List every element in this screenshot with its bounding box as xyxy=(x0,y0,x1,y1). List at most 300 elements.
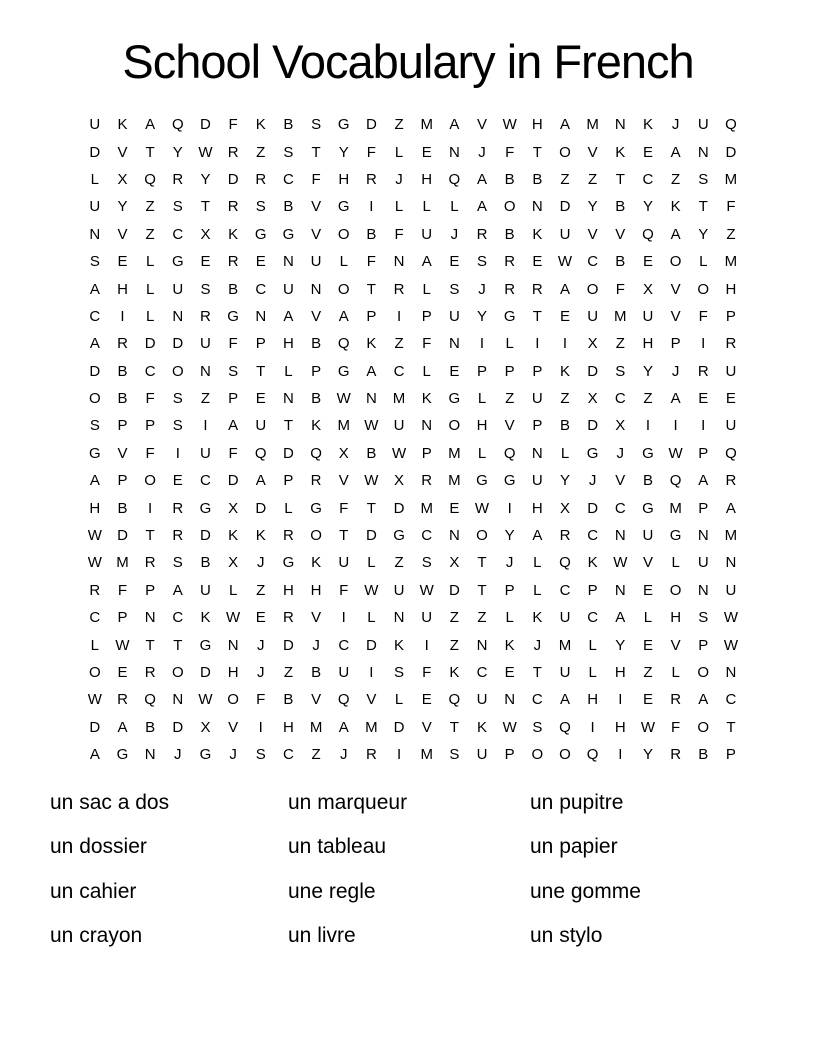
grid-letter-r8c19: U xyxy=(587,307,599,325)
grid-letter-r20c4: T xyxy=(173,636,183,654)
grid-letter-r16c5: D xyxy=(200,527,211,545)
grid-letter-r18c4: A xyxy=(172,581,183,599)
grid-letter-r10c16: P xyxy=(504,362,515,380)
grid-letter-r11c22: A xyxy=(670,390,681,408)
grid-letter-r1c8: B xyxy=(283,116,294,134)
grid-letter-r12c6: A xyxy=(228,417,239,435)
grid-letter-r22c14: Q xyxy=(448,691,461,709)
grid-letter-r4c2: Y xyxy=(117,198,128,216)
grid-letter-r20c8: D xyxy=(283,636,294,654)
grid-letter-r3c14: Q xyxy=(448,170,461,188)
word-list-column-1 xyxy=(50,781,288,958)
grid-letter-r11c1: O xyxy=(88,390,101,408)
grid-letter-r6c10: L xyxy=(339,253,348,271)
grid-letter-r14c23: A xyxy=(698,472,709,490)
grid-letter-r6c23: L xyxy=(699,253,708,271)
grid-letter-r6c14: E xyxy=(449,253,460,271)
grid-letter-r21c22: L xyxy=(671,664,680,681)
grid-letter-r23c8: H xyxy=(283,718,294,736)
grid-letter-r15c19: D xyxy=(587,499,599,517)
grid-letter-r14c20: V xyxy=(615,472,626,490)
grid-letter-r14c21: B xyxy=(642,472,653,490)
grid-letter-r19c12: N xyxy=(393,609,405,627)
grid-letter-r4c11: I xyxy=(369,198,374,216)
grid-letter-r4c22: K xyxy=(670,198,681,216)
grid-letter-r17c6: X xyxy=(228,554,239,572)
grid-letter-r18c20: N xyxy=(614,581,626,599)
grid-letter-r21c8: Z xyxy=(283,664,293,681)
grid-letter-r10c21: Y xyxy=(642,362,653,380)
grid-letter-r3c23: S xyxy=(698,170,709,188)
grid-letter-r8c14: U xyxy=(448,307,460,325)
grid-letter-r11c8: N xyxy=(283,390,294,408)
grid-letter-r24c16: P xyxy=(504,746,515,764)
grid-letter-r21c13: F xyxy=(422,664,432,681)
grid-letter-r7c17: R xyxy=(531,280,543,298)
grid-letter-r18c8: H xyxy=(283,581,294,599)
grid-letter-r15c7: D xyxy=(255,499,267,517)
grid-letter-r24c12: I xyxy=(396,746,402,764)
grid-letter-r10c5: N xyxy=(200,362,211,380)
grid-letter-r1c9: S xyxy=(311,116,322,134)
grid-letter-r8c12: I xyxy=(396,307,402,325)
grid-letter-r23c5: X xyxy=(200,718,211,736)
grid-letter-r9c16: L xyxy=(505,335,514,353)
grid-letter-r16c12: G xyxy=(393,527,405,545)
grid-letter-r1c4: Q xyxy=(171,116,184,134)
grid-letter-r9c22: P xyxy=(670,335,681,353)
grid-letter-r10c11: A xyxy=(366,362,377,380)
grid-letter-r2c16: F xyxy=(505,143,515,161)
grid-letter-r8c10: A xyxy=(338,307,349,325)
grid-letter-r4c13: L xyxy=(422,198,431,216)
grid-letter-r24c7: S xyxy=(255,746,266,764)
grid-letter-r20c23: P xyxy=(698,636,709,654)
grid-letter-r9c20: Z xyxy=(615,335,625,353)
grid-letter-r11c10: W xyxy=(336,390,351,408)
grid-letter-r17c5: B xyxy=(200,554,211,572)
grid-letter-r17c19: K xyxy=(587,554,598,572)
grid-letter-r4c1: U xyxy=(89,198,101,216)
grid-letter-r17c8: G xyxy=(282,554,295,572)
grid-letter-r13c17: N xyxy=(531,444,543,462)
grid-letter-r5c22: A xyxy=(670,225,681,243)
grid-letter-r13c11: B xyxy=(366,444,377,462)
grid-letter-r21c15: C xyxy=(476,664,488,681)
grid-letter-r2c20: K xyxy=(615,143,626,161)
grid-letter-r24c19: Q xyxy=(586,746,599,764)
grid-letter-r16c1: W xyxy=(87,527,102,545)
grid-letter-r2c23: N xyxy=(697,143,709,161)
grid-letter-r13c21: G xyxy=(642,444,654,462)
grid-letter-r16c18: R xyxy=(559,527,571,545)
grid-letter-r11c20: C xyxy=(614,390,626,408)
grid-letter-r8c7: N xyxy=(255,307,267,325)
grid-letter-r7c7: C xyxy=(255,280,267,298)
grid-letter-r7c20: F xyxy=(615,280,625,298)
grid-letter-r21c6: H xyxy=(227,664,239,681)
grid-letter-r22c2: R xyxy=(117,691,128,709)
grid-letter-r14c16: G xyxy=(503,472,516,490)
grid-letter-r6c12: N xyxy=(393,253,405,271)
grid-letter-r22c16: N xyxy=(504,691,516,709)
grid-letter-r24c3: N xyxy=(144,746,156,764)
grid-letter-r17c20: W xyxy=(613,554,628,572)
grid-letter-r3c1: L xyxy=(90,170,99,188)
grid-letter-r7c6: B xyxy=(228,280,239,298)
grid-letter-r15c1: H xyxy=(89,499,101,517)
grid-letter-r20c2: W xyxy=(115,636,130,654)
grid-letter-r19c22: H xyxy=(670,609,682,627)
grid-letter-r19c10: I xyxy=(341,609,346,627)
grid-letter-r6c9: U xyxy=(310,253,322,271)
grid-letter-r6c22: O xyxy=(669,253,682,271)
grid-letter-r10c24: U xyxy=(725,362,737,380)
grid-letter-r16c13: C xyxy=(421,527,433,545)
grid-letter-r20c21: E xyxy=(642,636,653,654)
grid-letter-r15c13: M xyxy=(420,499,433,517)
grid-letter-r7c14: S xyxy=(449,280,460,298)
grid-letter-r2c13: E xyxy=(421,143,432,161)
grid-letter-r13c5: U xyxy=(200,444,211,462)
grid-letter-r20c20: Y xyxy=(615,636,626,654)
grid-letter-r13c16: Q xyxy=(503,444,516,462)
grid-letter-r22c12: L xyxy=(394,691,404,709)
grid-letter-r23c21: W xyxy=(640,718,656,736)
grid-letter-r4c10: G xyxy=(337,198,350,216)
grid-letter-r23c4: D xyxy=(172,718,184,736)
grid-letter-r22c11: V xyxy=(366,691,377,709)
grid-letter-r10c15: P xyxy=(477,362,488,380)
grid-letter-r13c19: G xyxy=(586,444,599,462)
grid-letter-r12c1: S xyxy=(89,417,100,435)
grid-letter-r11c16: Z xyxy=(505,390,515,408)
grid-letter-r4c7: S xyxy=(255,198,266,216)
grid-letter-r17c22: L xyxy=(671,554,680,572)
grid-letter-r22c4: N xyxy=(172,691,184,709)
grid-letter-r11c6: P xyxy=(228,390,239,408)
grid-letter-r12c17: P xyxy=(532,417,543,435)
word-item: un stylo xyxy=(530,924,603,948)
word-item: un cahier xyxy=(50,879,137,903)
grid-letter-r15c4: R xyxy=(172,499,184,517)
grid-letter-r16c11: D xyxy=(365,527,377,545)
grid-letter-r19c14: Z xyxy=(449,609,459,627)
grid-letter-r16c20: N xyxy=(614,527,626,545)
grid-letter-r7c16: R xyxy=(504,280,516,298)
grid-letter-r12c21: I xyxy=(645,417,651,435)
grid-letter-r2c19: V xyxy=(587,143,598,161)
grid-letter-r3c15: A xyxy=(477,170,488,188)
grid-letter-r15c16: I xyxy=(507,499,512,517)
grid-letter-r1c7: K xyxy=(255,116,266,134)
grid-letter-r19c1: C xyxy=(89,609,101,627)
grid-letter-r6c16: R xyxy=(504,253,516,271)
grid-letter-r17c18: Q xyxy=(559,554,571,572)
grid-letter-r8c15: Y xyxy=(477,307,488,325)
grid-letter-r23c11: M xyxy=(365,718,378,736)
grid-letter-r7c24: H xyxy=(725,280,737,298)
grid-letter-r16c6: K xyxy=(228,527,239,545)
grid-letter-r7c22: V xyxy=(670,280,681,298)
grid-letter-r16c8: R xyxy=(283,527,294,545)
grid-letter-r17c11: L xyxy=(367,554,376,572)
grid-letter-r1c11: D xyxy=(365,116,377,134)
grid-letter-r8c9: V xyxy=(311,307,322,325)
grid-letter-r5c16: B xyxy=(504,225,515,243)
grid-letter-r4c9: V xyxy=(311,198,322,216)
grid-letter-r24c9: Z xyxy=(311,746,321,764)
grid-letter-r7c4: U xyxy=(172,280,184,298)
grid-letter-r14c13: R xyxy=(421,472,433,490)
grid-letter-r12c3: P xyxy=(145,417,156,435)
grid-letter-r9c24: R xyxy=(725,335,737,353)
word-list xyxy=(50,781,766,958)
grid-letter-r3c18: Z xyxy=(560,170,570,188)
grid-letter-r2c17: T xyxy=(532,143,542,161)
grid-letter-r9c17: I xyxy=(535,335,540,353)
grid-letter-r11c14: G xyxy=(448,390,461,408)
grid-letter-r11c5: Z xyxy=(200,390,211,408)
grid-letter-r14c5: C xyxy=(200,472,211,490)
grid-letter-r6c13: A xyxy=(421,253,432,271)
grid-letter-r17c24: N xyxy=(725,554,737,572)
grid-letter-r24c21: Y xyxy=(642,746,653,764)
grid-letter-r21c23: O xyxy=(697,664,710,681)
grid-letter-r19c17: K xyxy=(532,609,543,627)
grid-letter-r3c24: M xyxy=(724,170,738,188)
grid-letter-r24c17: O xyxy=(531,746,544,764)
grid-letter-r23c20: H xyxy=(614,718,626,736)
grid-letter-r17c21: V xyxy=(642,554,653,572)
grid-letter-r20c18: M xyxy=(558,636,572,654)
grid-letter-r16c14: N xyxy=(448,527,460,545)
grid-letter-r7c9: N xyxy=(310,280,322,298)
grid-letter-r3c19: Z xyxy=(588,170,598,188)
grid-letter-r14c24: R xyxy=(725,472,737,490)
grid-letter-r5c1: N xyxy=(89,225,101,243)
grid-letter-r1c19: M xyxy=(586,116,599,134)
grid-letter-r4c4: S xyxy=(172,198,183,216)
grid-letter-r3c22: Z xyxy=(671,170,681,188)
grid-letter-r12c15: H xyxy=(476,417,488,435)
grid-letter-r21c14: K xyxy=(449,664,460,681)
grid-letter-r21c18: U xyxy=(559,664,571,681)
grid-letter-r19c9: V xyxy=(311,609,322,627)
grid-letter-r4c20: B xyxy=(615,198,626,216)
grid-letter-r22c8: B xyxy=(283,691,294,709)
grid-letter-r16c15: O xyxy=(476,527,488,545)
grid-letter-r9c11: K xyxy=(366,335,377,353)
grid-letter-r5c21: Q xyxy=(642,225,654,243)
grid-letter-r3c12: J xyxy=(395,170,403,188)
grid-letter-r8c20: M xyxy=(614,307,627,325)
grid-letter-r12c16: V xyxy=(504,417,515,435)
grid-letter-r10c19: D xyxy=(587,362,599,380)
grid-letter-r10c17: P xyxy=(532,362,543,380)
grid-letter-r7c1: A xyxy=(89,280,100,298)
grid-letter-r9c4: D xyxy=(172,335,184,353)
grid-letter-r4c12: L xyxy=(394,198,404,216)
grid-letter-r17c23: U xyxy=(697,554,709,572)
grid-letter-r2c6: R xyxy=(227,143,239,161)
grid-letter-r22c23: A xyxy=(698,691,709,709)
grid-letter-r21c12: S xyxy=(394,664,405,681)
grid-letter-r1c12: Z xyxy=(394,116,404,134)
grid-letter-r9c1: A xyxy=(89,335,100,353)
grid-letter-r12c24: U xyxy=(725,417,737,435)
grid-letter-r9c6: F xyxy=(228,335,238,353)
grid-letter-r12c11: W xyxy=(364,417,379,435)
grid-letter-r11c21: Z xyxy=(643,390,653,408)
grid-letter-r6c8: N xyxy=(283,253,294,271)
grid-letter-r13c9: Q xyxy=(310,444,322,462)
grid-letter-r3c4: R xyxy=(172,170,184,188)
grid-letter-r3c7: R xyxy=(255,170,267,188)
grid-letter-r13c12: W xyxy=(391,444,407,462)
grid-letter-r19c18: U xyxy=(559,609,571,627)
grid-letter-r24c13: M xyxy=(420,746,433,764)
grid-letter-r17c17: L xyxy=(533,554,542,572)
grid-letter-r23c14: T xyxy=(449,718,459,736)
grid-letter-r17c2: M xyxy=(116,554,129,572)
grid-letter-r5c15: R xyxy=(476,225,488,243)
grid-letter-r9c7: P xyxy=(255,335,266,353)
grid-letter-r5c20: V xyxy=(615,225,626,243)
grid-letter-r7c23: O xyxy=(697,280,710,298)
grid-letter-r6c5: E xyxy=(200,253,211,271)
grid-letter-r23c2: A xyxy=(117,718,128,736)
grid-letter-r21c7: J xyxy=(257,664,265,681)
grid-letter-r22c15: U xyxy=(476,691,488,709)
grid-letter-r12c4: S xyxy=(172,417,183,435)
grid-letter-r13c10: X xyxy=(338,444,349,462)
grid-letter-r16c21: U xyxy=(642,527,654,545)
grid-letter-r16c2: D xyxy=(117,527,128,545)
grid-letter-r21c10: U xyxy=(338,664,350,681)
grid-letter-r22c1: W xyxy=(87,691,102,709)
grid-letter-r5c14: J xyxy=(450,225,459,243)
grid-letter-r15c3: I xyxy=(148,499,153,517)
grid-letter-r19c13: U xyxy=(421,609,433,627)
grid-letter-r16c24: M xyxy=(724,527,738,545)
grid-letter-r18c23: N xyxy=(697,581,709,599)
grid-letter-r20c11: D xyxy=(365,636,377,654)
grid-letter-r4c16: O xyxy=(503,198,516,216)
grid-letter-r2c4: Y xyxy=(172,143,183,161)
grid-letter-r24c4: J xyxy=(174,746,182,764)
grid-letter-r17c3: R xyxy=(144,554,156,572)
grid-letter-r13c24: Q xyxy=(725,444,737,462)
grid-letter-r19c24: W xyxy=(723,609,738,627)
grid-letter-r19c19: C xyxy=(587,609,599,627)
grid-letter-r22c22: R xyxy=(670,691,682,709)
grid-letter-r1c17: H xyxy=(531,116,543,134)
grid-letter-r18c6: L xyxy=(228,581,238,599)
grid-letter-r2c18: O xyxy=(559,143,571,161)
grid-letter-r18c9: H xyxy=(310,581,322,599)
grid-letter-r13c1: G xyxy=(88,444,101,462)
grid-letter-r4c6: R xyxy=(227,198,239,216)
grid-letter-r5c13: U xyxy=(421,225,433,243)
grid-letter-r17c16: J xyxy=(505,554,514,572)
grid-letter-r4c17: N xyxy=(531,198,543,216)
grid-letter-r9c15: I xyxy=(479,335,485,353)
grid-letter-r13c15: L xyxy=(477,444,487,462)
grid-letter-r17c14: X xyxy=(449,554,460,572)
grid-letter-r19c23: S xyxy=(698,609,709,627)
grid-letter-r23c9: M xyxy=(309,718,323,736)
word-item: un marqueur xyxy=(288,791,408,815)
grid-letter-r13c20: J xyxy=(616,444,625,462)
grid-letter-r3c16: B xyxy=(504,170,515,188)
grid-letter-r2c21: E xyxy=(642,143,653,161)
word-item: un dossier xyxy=(50,835,147,859)
grid-letter-r11c13: K xyxy=(421,390,432,408)
grid-letter-r8c22: V xyxy=(670,307,681,325)
grid-letter-r15c23: P xyxy=(698,499,709,517)
grid-letter-r22c24: C xyxy=(725,691,737,709)
grid-letter-r7c5: S xyxy=(200,280,211,298)
grid-letter-r24c5: G xyxy=(199,746,212,764)
grid-letter-r19c6: W xyxy=(226,609,241,627)
grid-letter-r10c12: C xyxy=(393,362,405,380)
grid-letter-r21c1: O xyxy=(88,664,101,681)
grid-letter-r1c3: A xyxy=(145,116,156,134)
grid-letter-r8c24: P xyxy=(725,307,736,325)
grid-letter-r15c14: E xyxy=(449,499,460,517)
grid-letter-r5c19: V xyxy=(587,225,598,243)
grid-letter-r14c19: J xyxy=(588,472,597,490)
grid-letter-r12c8: T xyxy=(283,417,293,435)
grid-letter-r18c11: W xyxy=(364,581,379,599)
grid-letter-r9c2: R xyxy=(117,335,128,353)
grid-letter-r14c3: O xyxy=(144,472,156,490)
grid-letter-r23c23: O xyxy=(697,718,710,736)
grid-letter-r14c2: P xyxy=(117,472,128,490)
grid-letter-r21c3: R xyxy=(144,664,156,681)
grid-letter-r2c7: Z xyxy=(256,143,266,161)
grid-letter-r5c10: O xyxy=(337,225,350,243)
grid-letter-r16c7: K xyxy=(255,527,266,545)
word-item: un sac a dos xyxy=(50,791,170,815)
grid-letter-r19c21: L xyxy=(643,609,653,627)
grid-letter-r18c19: P xyxy=(587,581,598,599)
grid-letter-r19c5: K xyxy=(200,609,211,627)
grid-letter-r10c10: G xyxy=(337,362,350,380)
page-title: School Vocabulary in French xyxy=(122,35,694,88)
grid-letter-r8c23: F xyxy=(698,307,708,325)
grid-letter-r18c17: L xyxy=(533,581,542,599)
grid-letter-r20c13: I xyxy=(424,636,429,654)
grid-letter-r11c9: B xyxy=(311,390,322,408)
grid-letter-r5c3: Z xyxy=(145,225,155,243)
grid-letter-r12c18: B xyxy=(559,417,570,435)
grid-letter-r14c4: E xyxy=(172,472,183,490)
grid-letter-r3c8: C xyxy=(283,170,294,188)
grid-letter-r10c8: L xyxy=(284,362,293,380)
grid-letter-r16c17: A xyxy=(532,527,543,545)
grid-letter-r11c11: N xyxy=(365,390,377,408)
grid-letter-r10c2: B xyxy=(117,362,128,380)
word-search-grid xyxy=(81,111,745,768)
grid-letter-r14c6: D xyxy=(227,472,239,490)
grid-letter-r22c18: A xyxy=(559,691,570,709)
grid-letter-r19c11: L xyxy=(367,609,376,627)
grid-letter-r12c5: I xyxy=(203,417,208,435)
grid-letter-r1c22: J xyxy=(671,116,680,134)
grid-letter-r21c24: N xyxy=(725,664,737,681)
